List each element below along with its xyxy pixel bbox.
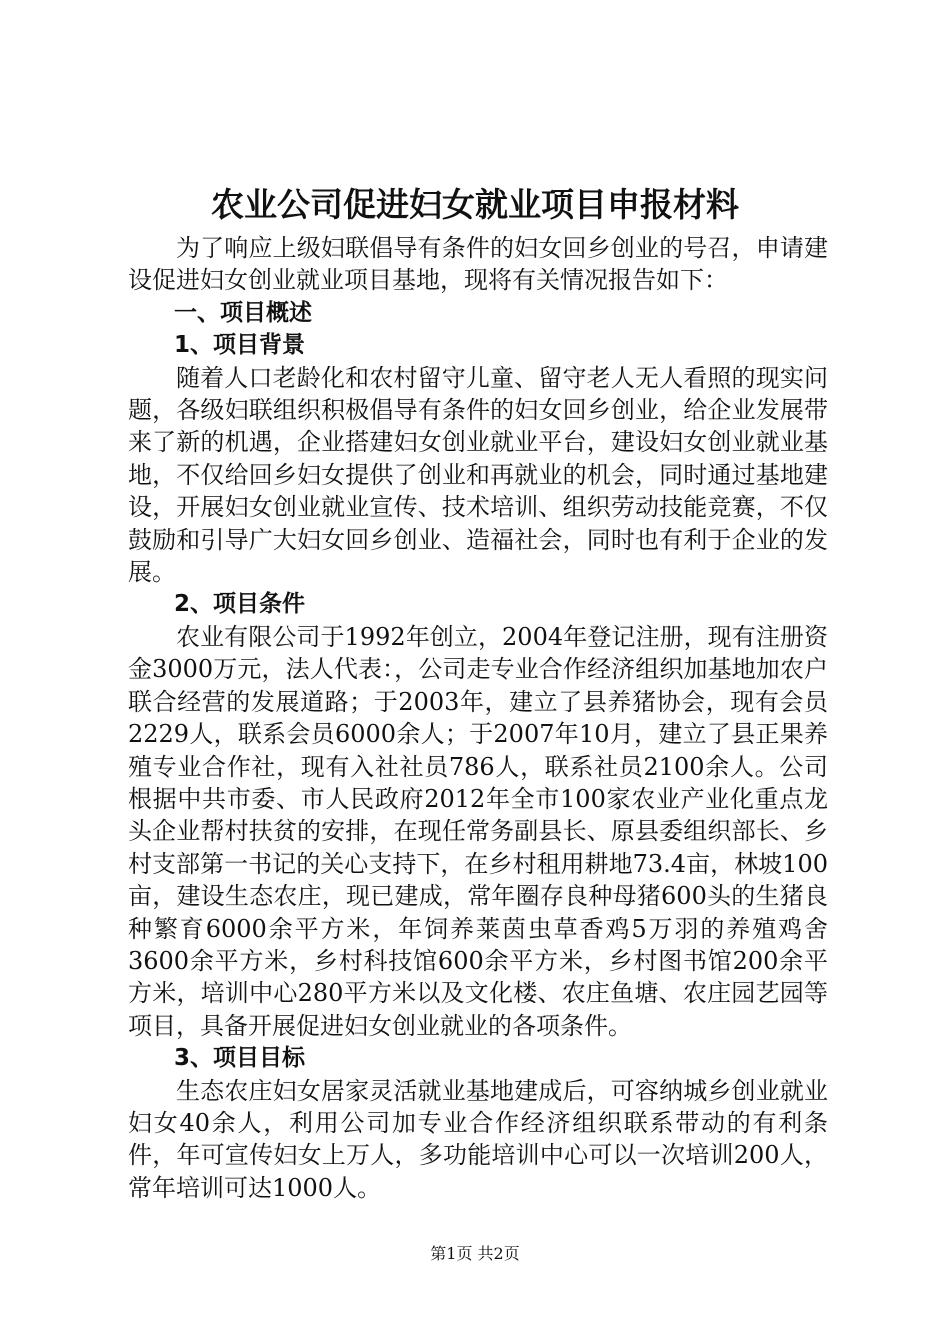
document-title: 农业公司促进妇女就业项目申报材料 bbox=[211, 185, 739, 224]
section-heading-overview: 一、项目概述 bbox=[174, 299, 312, 326]
subsection-heading-conditions: 2、项目条件 bbox=[174, 591, 306, 618]
intro-paragraph: 为了响应上级妇联倡导有条件的妇女回乡创业的号召，申请建设促进妇女创业就业项目基地，现将有关情况报告如下： bbox=[128, 234, 828, 295]
background-paragraph: 随着人口老龄化和农村留守儿童、留守老人无人看照的现实问题，各级妇联组织积极倡导有条件的妇女回乡创业，给企业发展带来了新的机遇，企业搭建妇女创业就业平台，建设妇女创业就业基地，不仅给回乡妇女提供了创业和再就业的机会，同时通过基地建设，开展妇女创业就业宣传、技术培训、组织劳动技能竞赛，不仅鼓励和引导广大妇女回乡创业、造福社会，同时也有利于企业的发展。 bbox=[128, 363, 828, 587]
goals-paragraph: 生态农庄妇女居家灵活就业基地建成后，可容纳城乡创业就业妇女40余人，利用公司加专业合作经济组织联系带动的有利条件，年可宣传妇女上万人，多功能培训中心可以一次培训200人，常年培训可达1000人。 bbox=[128, 1076, 828, 1202]
subsection-heading-goals: 3、项目目标 bbox=[174, 1045, 306, 1072]
conditions-paragraph: 农业有限公司于1992年创立，2004年登记注册，现有注册资金3000万元，法人代表：，公司走专业合作经济组织加基地加农户联合经营的发展道路；于2003年，建立了县养猪协会，现有会员2229人，联系会员6000余人；于2007年10月，建立了县正果养殖专业合作社，现有入社社员786人，联系社员2100余人。公司根据中共市委、市人民政府2012年全市100家农业产业化重点龙头企业帮村扶贫的安排，在现任常务副县长、原县委组织部长、乡村支部第一书记的关心支持下，在乡村租用耕地73.4亩，林坡100亩，建设生态农庄，现已建成，常年圈存良种母猪600头的生猪良种繁育6000余平方米，年饲养莱茵虫草香鸡5万羽的养殖鸡舍3600余平方米，乡村科技馆600余平方米，乡村图书馆200余平方米，培训中心280平方米以及文化楼、农庄鱼塘、农庄园艺园等项目，具备开展促进妇女创业就业的各项条件。 bbox=[128, 622, 828, 1040]
subsection-heading-background: 1、项目背景 bbox=[174, 332, 306, 359]
document-body bbox=[128, 232, 828, 1204]
page-footer: 第1页 共2页 bbox=[430, 1244, 520, 1263]
